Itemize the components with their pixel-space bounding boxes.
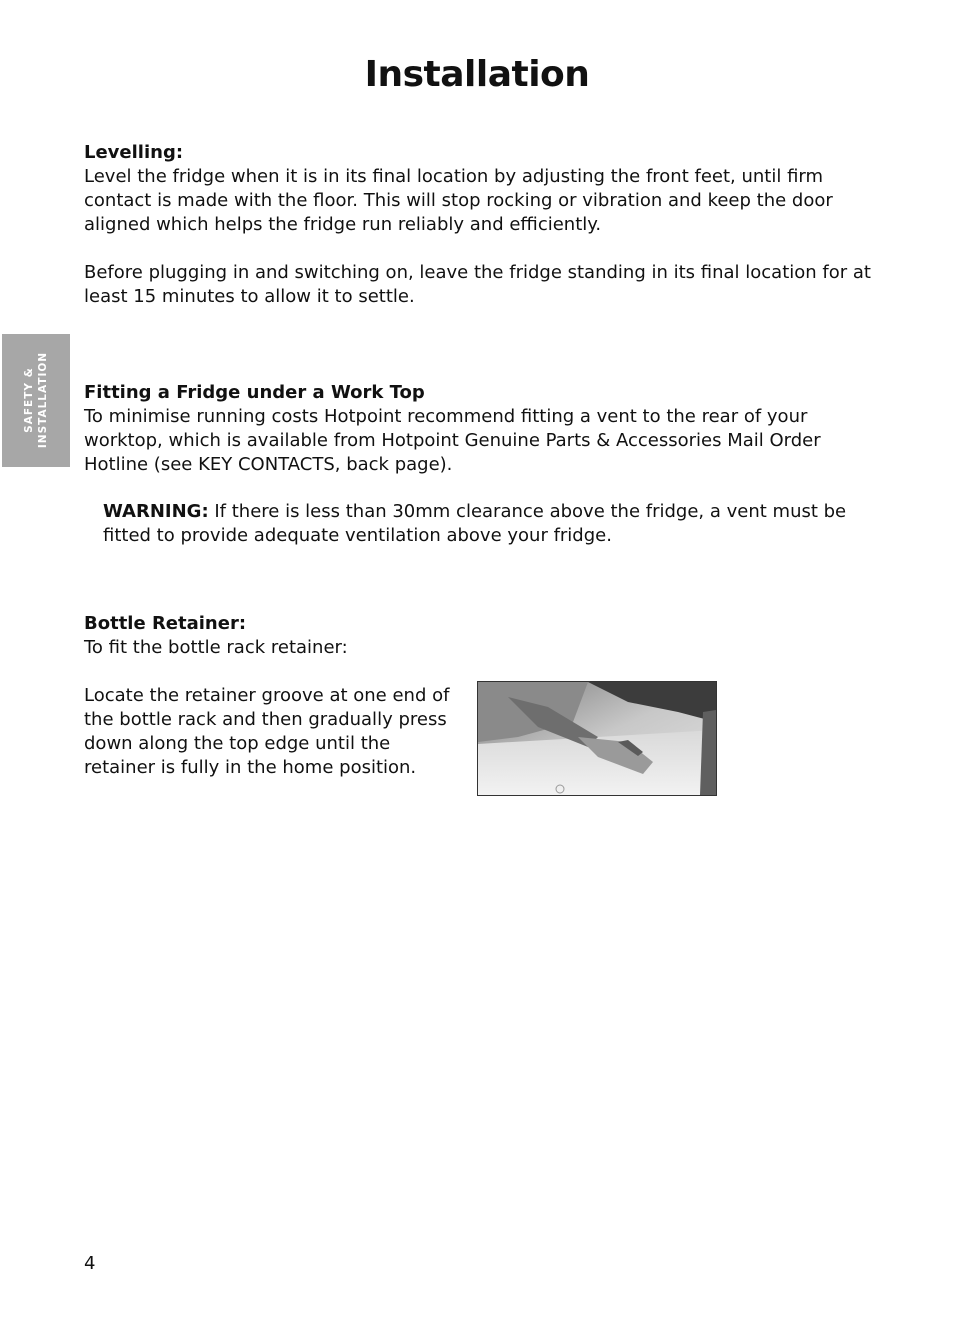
worktop-section [84, 381, 874, 477]
bottle-retainer-instruction: Locate the retainer groove at one end of the bottle rack and then gradually press down along the top edge until the retainer is fully in the home position. [84, 685, 450, 778]
bottle-retainer-intro: To fit the bottle rack retainer: [84, 637, 348, 658]
bottle-retainer-photo [477, 681, 717, 796]
warning-text: If there is less than 30mm clearance above the fridge, a vent must be fitted to provide adequate ventilation above your fridge. [103, 501, 847, 546]
side-tab-line-2: INSTALLATION [37, 351, 49, 449]
side-tab-line-1: SAFETY & [23, 367, 35, 433]
worktop-paragraph: To minimise running costs Hotpoint recommend fitting a vent to the rear of your worktop, which is available from Hotpoint Genuine Parts & Accessories Mail Order Hotline (see KEY CONTACTS, back page). [84, 406, 821, 475]
bottle-retainer-heading: Bottle Retainer: [84, 613, 247, 634]
levelling-heading: Levelling: [84, 142, 184, 163]
bottle-retainer-section [84, 612, 874, 660]
worktop-heading: Fitting a Fridge under a Work Top [84, 382, 425, 403]
levelling-paragraph-1: Level the fridge when it is in its final location by adjusting the front feet, until firm contact is made with the floor. This will stop rocking or vibration and keep the door aligned which helps the fridge run reliably and efficiently. [84, 166, 833, 235]
levelling-paragraph-2: Before plugging in and switching on, leave the fridge standing in its final location for at least 15 minutes to allow it to settle. [84, 262, 871, 307]
section-side-tab [2, 334, 70, 467]
page-number: 4 [84, 1253, 96, 1274]
warning-label: WARNING: [103, 501, 209, 522]
page-title: Installation [364, 54, 590, 95]
warning-note [103, 500, 863, 548]
side-tab-label [22, 352, 50, 448]
levelling-section [84, 141, 874, 309]
